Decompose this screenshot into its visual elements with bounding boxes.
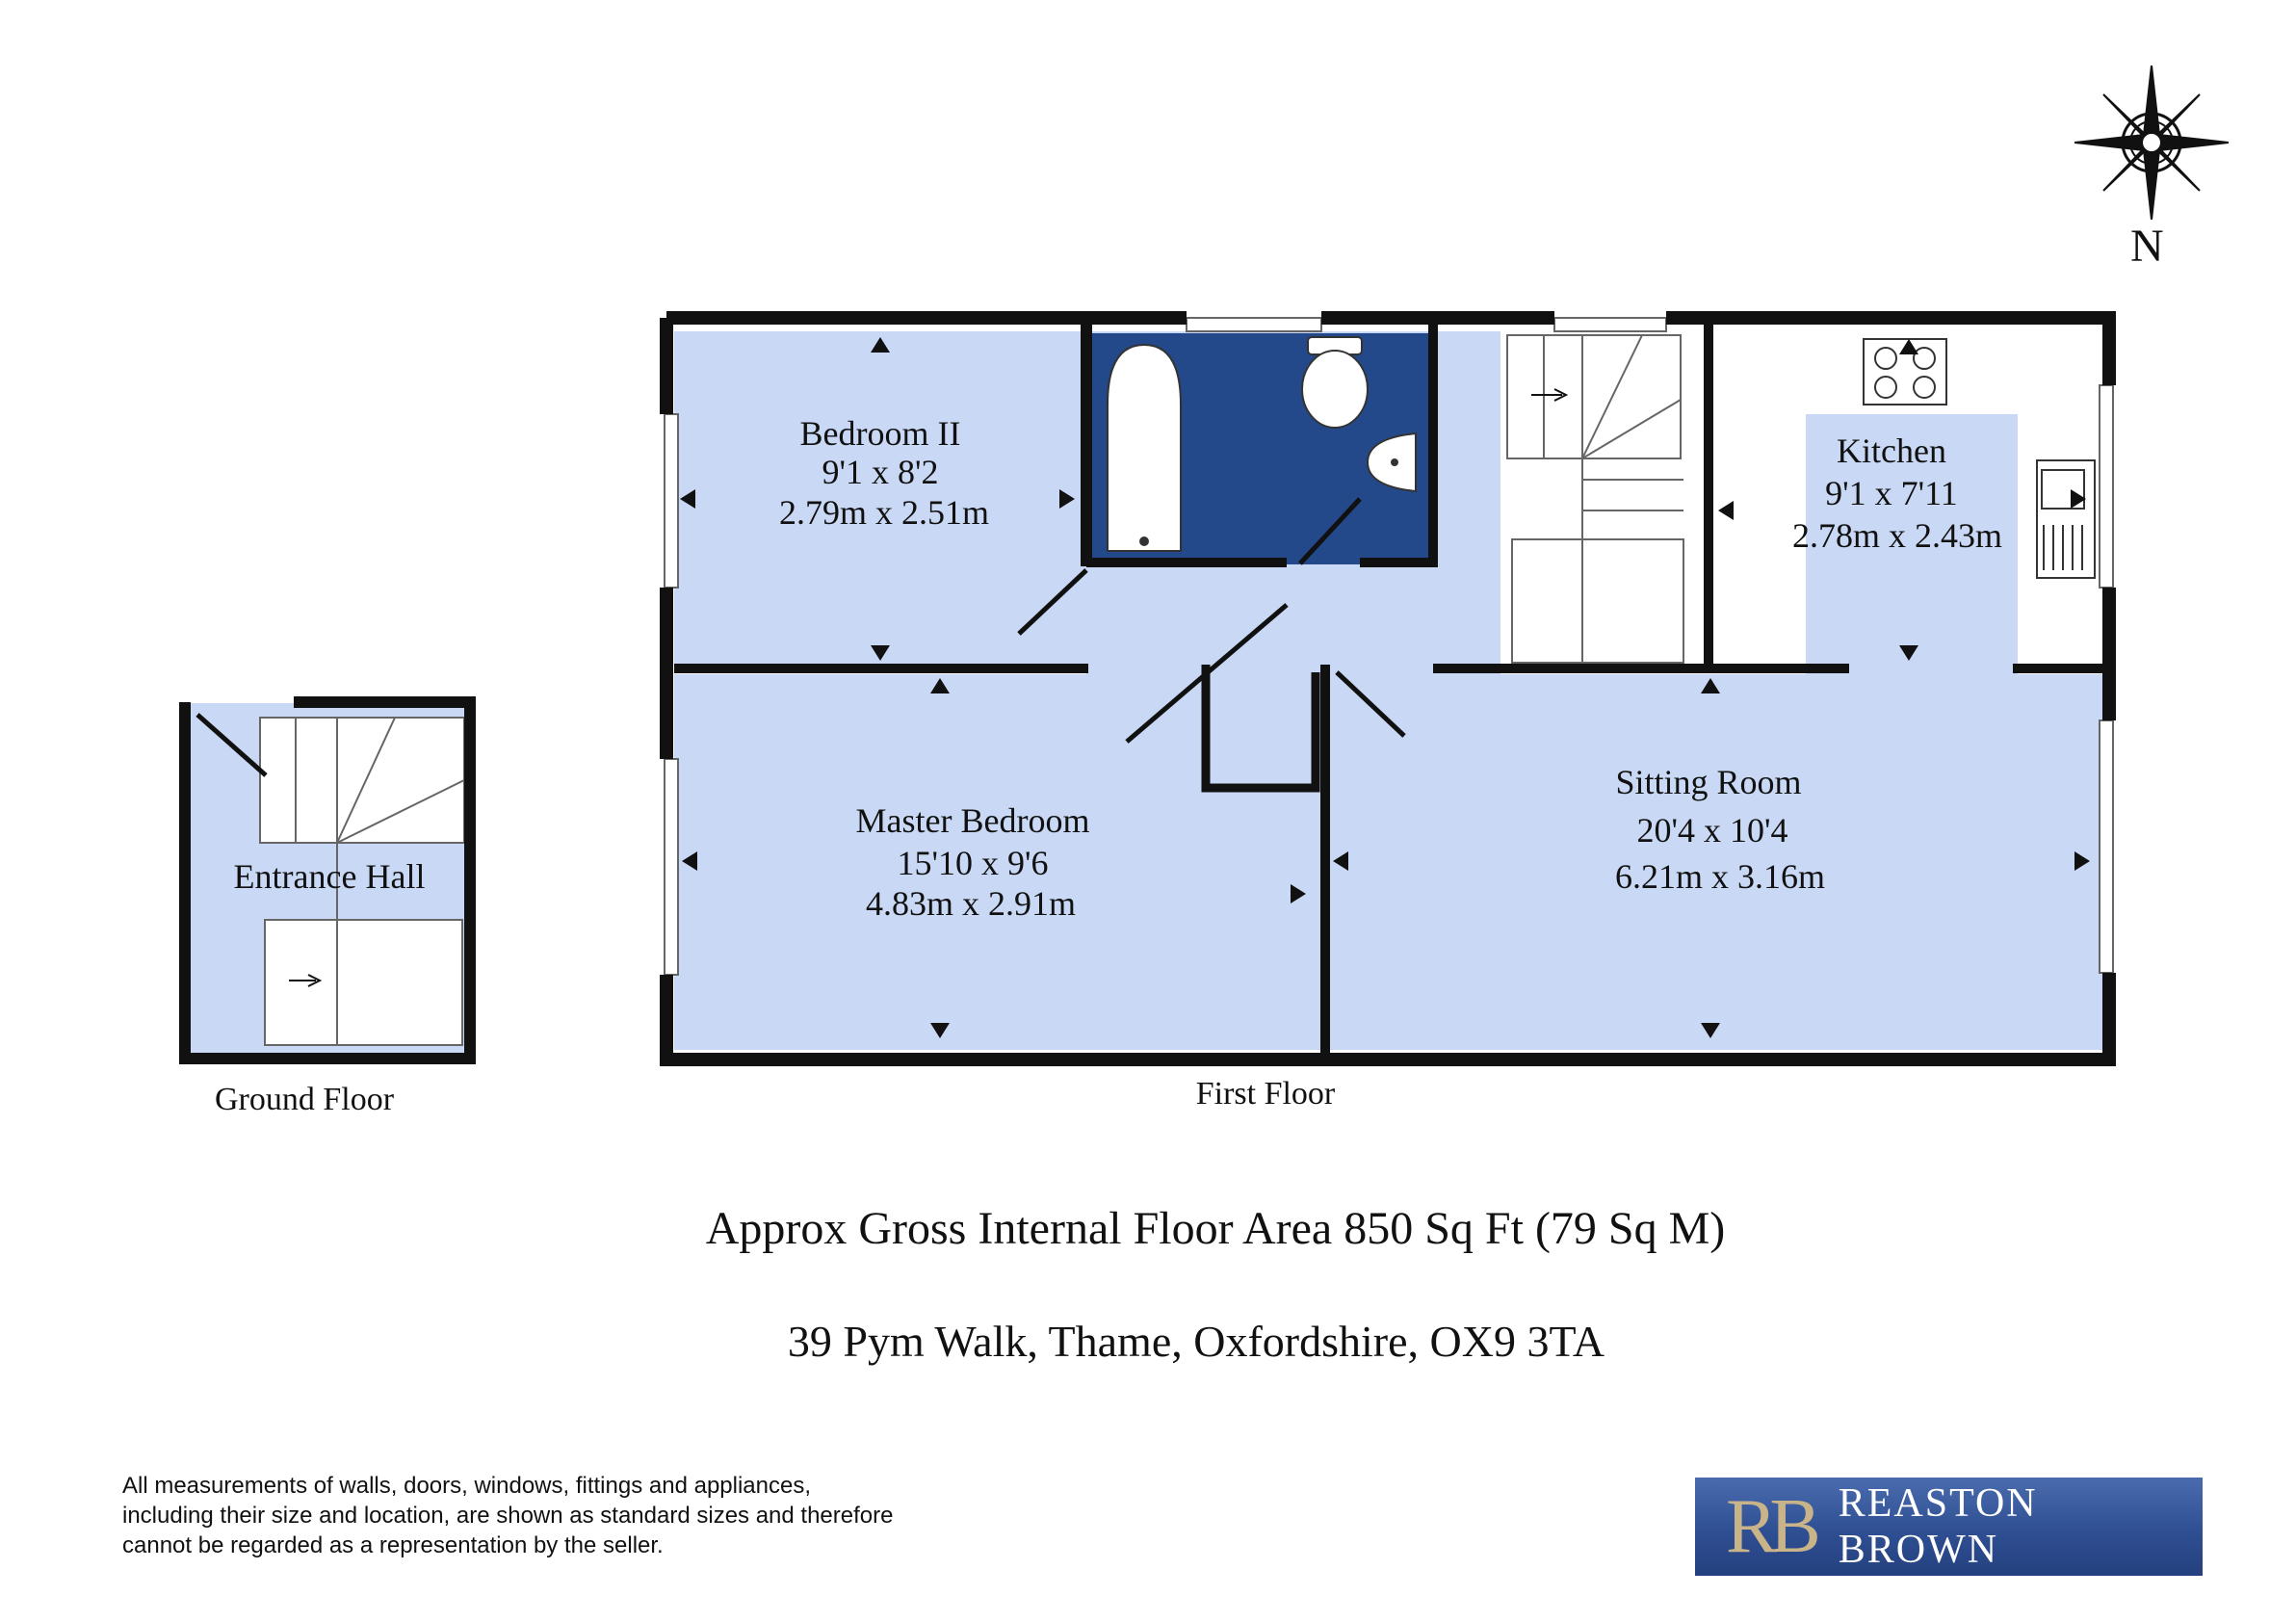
- disclaimer-line: cannot be regarded as a representation by the seller.: [122, 1532, 664, 1558]
- first-floor-plan: [665, 318, 2113, 1112]
- compass-rose-icon: [2074, 65, 2229, 220]
- brand-name: REASTON BROWN: [1838, 1481, 2038, 1572]
- floor-area-title: Approx Gross Internal Floor Area 850 Sq Ft (79 Sq M): [705, 1203, 1726, 1254]
- master-bedroom-imperial: 15'10 x 9'6: [897, 844, 1049, 882]
- sitting-room-metric: 6.21m x 3.16m: [1614, 857, 1826, 896]
- sitting-room-name: Sitting Room: [1615, 763, 1802, 801]
- entrance-hall-label: Entrance Hall: [233, 857, 426, 896]
- bath-tub-icon: [1108, 345, 1181, 551]
- master-bedroom-metric: 4.83m x 2.91m: [865, 884, 1077, 923]
- first-floor-label: First Floor: [1195, 1076, 1336, 1112]
- sitting-room-imperial: 20'4 x 10'4: [1636, 811, 1788, 850]
- kitchen-sink-icon: [2037, 460, 2095, 578]
- kitchen-name: Kitchen: [1837, 432, 1946, 470]
- master-bedroom-name: Master Bedroom: [855, 801, 1090, 840]
- kitchen-imperial: 9'1 x 7'11: [1825, 474, 1958, 512]
- bedroom-2-metric: 2.79m x 2.51m: [778, 493, 990, 532]
- disclaimer-line: including their size and location, are shown as standard sizes and therefore: [122, 1503, 894, 1529]
- agent-logo: [1695, 1478, 2203, 1576]
- bedroom-2-imperial: 9'1 x 8'2: [822, 453, 939, 491]
- first-floor-stairs: [1507, 335, 1683, 663]
- disclaimer-line: All measurements of walls, doors, windows, fittings and appliances,: [122, 1473, 812, 1499]
- property-address: 39 Pym Walk, Thame, Oxfordshire, OX9 3TA: [787, 1317, 1605, 1366]
- bedroom-2-name: Bedroom II: [799, 414, 961, 453]
- disclaimer: [122, 1471, 1008, 1560]
- ground-floor-label: Ground Floor: [214, 1082, 395, 1117]
- brand-monogram: RB: [1726, 1484, 1813, 1569]
- toilet-icon: [1302, 337, 1368, 428]
- arrow-left-icon: [1718, 501, 1734, 520]
- north-label: N: [2130, 221, 2164, 272]
- landing-lower-area: [1199, 559, 1430, 684]
- kitchen-metric: 2.78m x 2.43m: [1791, 516, 2003, 555]
- ground-floor-plan: [179, 702, 470, 1117]
